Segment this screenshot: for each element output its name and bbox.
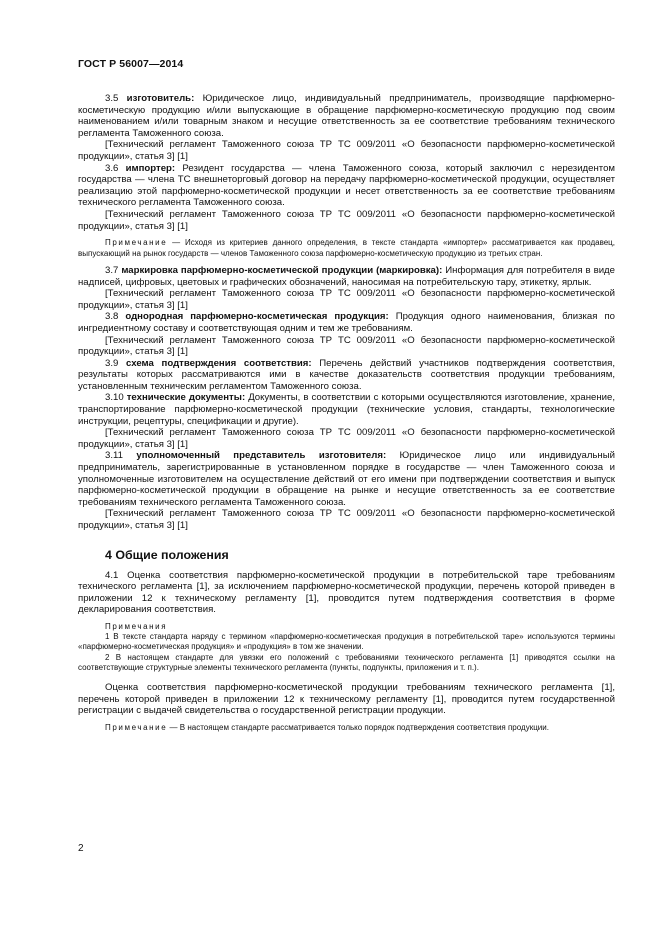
note-2: 2 В настоящем стандарте для увязки его положений с требованиями технического регламента [1] приводятся ссылки на соответствующие структурные элементы технического регламента (пункты, подпункты, приложения и т. п.). (78, 652, 615, 672)
reference: [Технический регламент Таможенного союза ТР ТС 009/2011 «О безопасности парфюмерно-косметической продукции», статья 3] [1] (78, 427, 615, 450)
item-number: 3.6 (105, 162, 119, 174)
note (78, 723, 615, 733)
note-1: 1 В тексте стандарта наряду с термином «парфюмерно-косметическая продукция в потребительской таре» используются термины «парфюмерно-косметическая продукция» и «продукция» в том же значении. (78, 631, 615, 652)
definition-3-8 (78, 311, 615, 334)
term: импортер: (125, 162, 176, 174)
term: технические документы: (126, 392, 246, 404)
term: изготовитель: (126, 93, 195, 104)
definition-text: Продукция одного наименования, близкая по ингредиентному составу и соответствующая одним и тем же требованиям. (78, 311, 615, 334)
definition-text: Перечень действий участников подтверждения соответствия, результаты которых рассматриваются ими в качестве доказательств соответствия продукции требованиям, установленным техническим регламентом Таможенного союза. (78, 357, 615, 392)
reference: [Технический регламент Таможенного союза ТР ТС 009/2011 «О безопасности парфюмерно-косметической продукции», статья 3] [1] (78, 208, 615, 232)
reference: [Технический регламент Таможенного союза ТР ТС 009/2011 «О безопасности парфюмерно-косметической продукции», статья 3] [1] (78, 288, 615, 311)
page-body (78, 93, 615, 739)
item-number: 3.7 (105, 264, 119, 276)
reference: [Технический регламент Таможенного союза ТР ТС 009/2011 «О безопасности парфюмерно-косметической продукции», статья 3] [1] (78, 139, 615, 162)
term: маркировка парфюмерно-косметической продукции (маркировка): (121, 264, 443, 276)
reference: [Технический регламент Таможенного союза ТР ТС 009/2011 «О безопасности парфюмерно-косметической продукции», статья 3] [1] (78, 508, 615, 531)
item-number: 3.5 (105, 93, 119, 104)
definition-3-5 (78, 93, 615, 139)
notes-label-text: Примечания (105, 621, 168, 631)
note-label: Примечание (105, 238, 168, 248)
notes-label (78, 622, 615, 632)
item-number: 3.8 (105, 311, 119, 323)
page-number: 2 (78, 843, 84, 854)
paragraph-4-1: 4.1 Оценка соответствия парфюмерно-косметической продукции в потребительской таре требованиям технического регламента [1], за исключением парфюмерно-косметической продукции, перечень которой приведен в приложении 12 к техническому регламенту [1], проводится путем подтверждения соответствия в форме декларирования соответствия. (78, 569, 615, 616)
term: схема подтверждения соответствия: (126, 357, 312, 369)
definition-3-9 (78, 358, 615, 393)
note (78, 238, 615, 259)
definition-text: Юридическое лицо, индивидуальный предприниматель, производящие парфюмерно-косметическую продукцию и/или выпускающие в обращение парфюмерно-косметическую продукцию под своим наименованием и/или товарным знаком и несущие ответственность за ее соответствие требованиям технического регламента Таможенного союза. (78, 93, 615, 139)
definition-3-10 (78, 392, 615, 427)
definition-text: Резидент государства — члена Таможенного союза, который заключил с нерезидентом государства — члена ТС внешнеторговый договор на передачу парфюмерно-косметической продукции, осуществляет реализацию этой парфюмерно-косметической продукции и несет ответственность за ее соответствие требованиям технического регламента Таможенного союза. (78, 162, 616, 209)
definition-text: Информация для потребителя в виде надписей, цифровых, цветовых и графических обозначений, наносимая на потребительскую тару, этикетку, ярлык. (78, 264, 615, 288)
definition-text: Юридическое лицо или индивидуальный предприниматель, зарегистрированные в установленном порядке в государстве — член Таможенного союза и уполномоченные изготовителем на осуществление действий от его имени при подтверждении соответствия и выпуск парфюмерно-косметической продукции в обращение на рынке и несущие ответственность за ее соответствие требованиям технического регламента Таможенного союза. (78, 450, 615, 508)
term: уполномоченный представитель изготовителя: (136, 450, 387, 462)
item-number: 3.9 (105, 357, 119, 369)
paragraph-assessment: Оценка соответствия парфюмерно-косметической продукции требованиям технического регламента [1], перечень которой приведен в приложении 12 к техническому регламенту [1], проводится путем государственной регистрации с выдачей свидетельства о государственной регистрации продукции. (78, 682, 615, 717)
item-number: 3.10 (105, 392, 124, 404)
definition-text: Документы, в соответствии с которыми осуществляются изготовление, хранение, транспортирование парфюмерно-косметической продукции (технические условия, стандарты, технологические инструкции, рецептуры, спецификации и другие). (78, 392, 615, 427)
note-text: — Исходя из критериев данного определения, в тексте стандарта «импортер» рассматривается как продавец, выпускающий на рынок государств — членов Таможенного союза парфюмерно-косметическую продукцию из третьих стран. (78, 238, 615, 258)
section-title: 4 Общие положения (105, 547, 229, 562)
note-label: Примечание (105, 722, 168, 732)
document-header: ГОСТ Р 56007—2014 (78, 58, 184, 70)
definition-3-11 (78, 450, 615, 508)
note-text: — В настоящем стандарте рассматривается только порядок подтверждения соответствия продукции. (169, 722, 549, 732)
definition-3-6 (78, 163, 615, 209)
term: однородная парфюмерно-косметическая продукция: (125, 311, 389, 323)
item-number: 3.11 (105, 450, 123, 462)
reference: [Технический регламент Таможенного союза ТР ТС 009/2011 «О безопасности парфюмерно-косметической продукции», статья 3] [1] (78, 334, 615, 358)
definition-3-7 (78, 265, 615, 288)
